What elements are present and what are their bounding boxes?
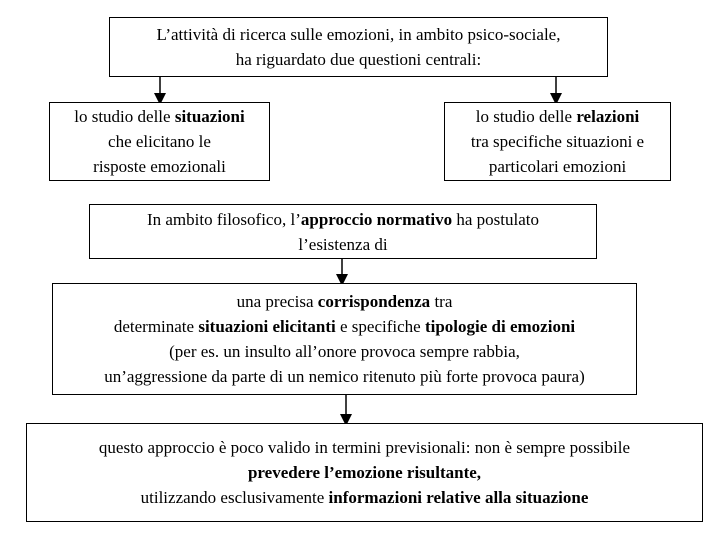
box-text-line: [93, 154, 226, 179]
text: utilizzando esclusivamente: [140, 488, 329, 507]
box-correspondence: [52, 283, 637, 395]
text: che elicitano le: [108, 132, 211, 151]
box-research-intro: [109, 17, 608, 77]
text: risposte emozionali: [93, 157, 226, 176]
text: tra: [430, 292, 453, 311]
box-study-situations: [49, 102, 270, 181]
text: e specifiche: [335, 317, 425, 336]
bold-text: informazioni relative alla situazione: [328, 488, 589, 507]
box-text-line: [489, 154, 626, 179]
text: (per es. un insulto all’onore provoca sempre rabbia,: [169, 342, 520, 361]
bold-text: relazioni: [576, 107, 640, 126]
box-text-line: [141, 485, 589, 510]
box-text-line: [114, 314, 575, 339]
box-text-line: [108, 129, 211, 154]
box-conclusion: [26, 423, 703, 522]
box-text-line: [74, 104, 244, 129]
box-text-line: [157, 22, 561, 47]
box-text-line: [104, 364, 585, 389]
box-text-line: [248, 460, 481, 485]
bold-text: tipologie di emozioni: [424, 317, 576, 336]
bold-text: approccio normativo: [300, 209, 453, 229]
text: lo studio delle: [475, 107, 577, 126]
bold-text: situazioni: [174, 107, 245, 126]
text: l’esistenza di: [298, 234, 388, 254]
text: determinate: [113, 317, 199, 336]
box-text-line: [476, 104, 640, 129]
text: particolari emozioni: [488, 157, 627, 176]
text: un’aggressione da parte di un nemico ritenuto più forte provoca paura): [104, 367, 585, 386]
box-text-line: [298, 232, 387, 257]
box-normative-approach: [89, 204, 597, 259]
box-text-line: [99, 435, 630, 460]
box-text-line: [147, 207, 539, 232]
text: ha riguardato due questioni centrali:: [235, 50, 482, 69]
text: ha postulato: [452, 209, 540, 229]
bold-text: prevedere l’emozione risultante,: [247, 463, 482, 482]
bold-text: situazioni elicitanti: [198, 317, 336, 336]
text: L’attività di ricerca sulle emozioni, in ambito psico-sociale,: [156, 25, 561, 44]
text: questo approccio è poco valido in termini previsionali: non è sempre possibile: [98, 438, 631, 457]
text: tra specifiche situazioni e: [470, 132, 645, 151]
text: una precisa: [236, 292, 318, 311]
box-text-line: [236, 47, 481, 72]
text: lo studio delle: [74, 107, 175, 126]
text: In ambito filosofico, l’: [146, 209, 301, 229]
box-text-line: [237, 289, 453, 314]
box-study-relations: [444, 102, 671, 181]
bold-text: corrispondenza: [317, 292, 431, 311]
box-text-line: [471, 129, 644, 154]
box-text-line: [169, 339, 520, 364]
